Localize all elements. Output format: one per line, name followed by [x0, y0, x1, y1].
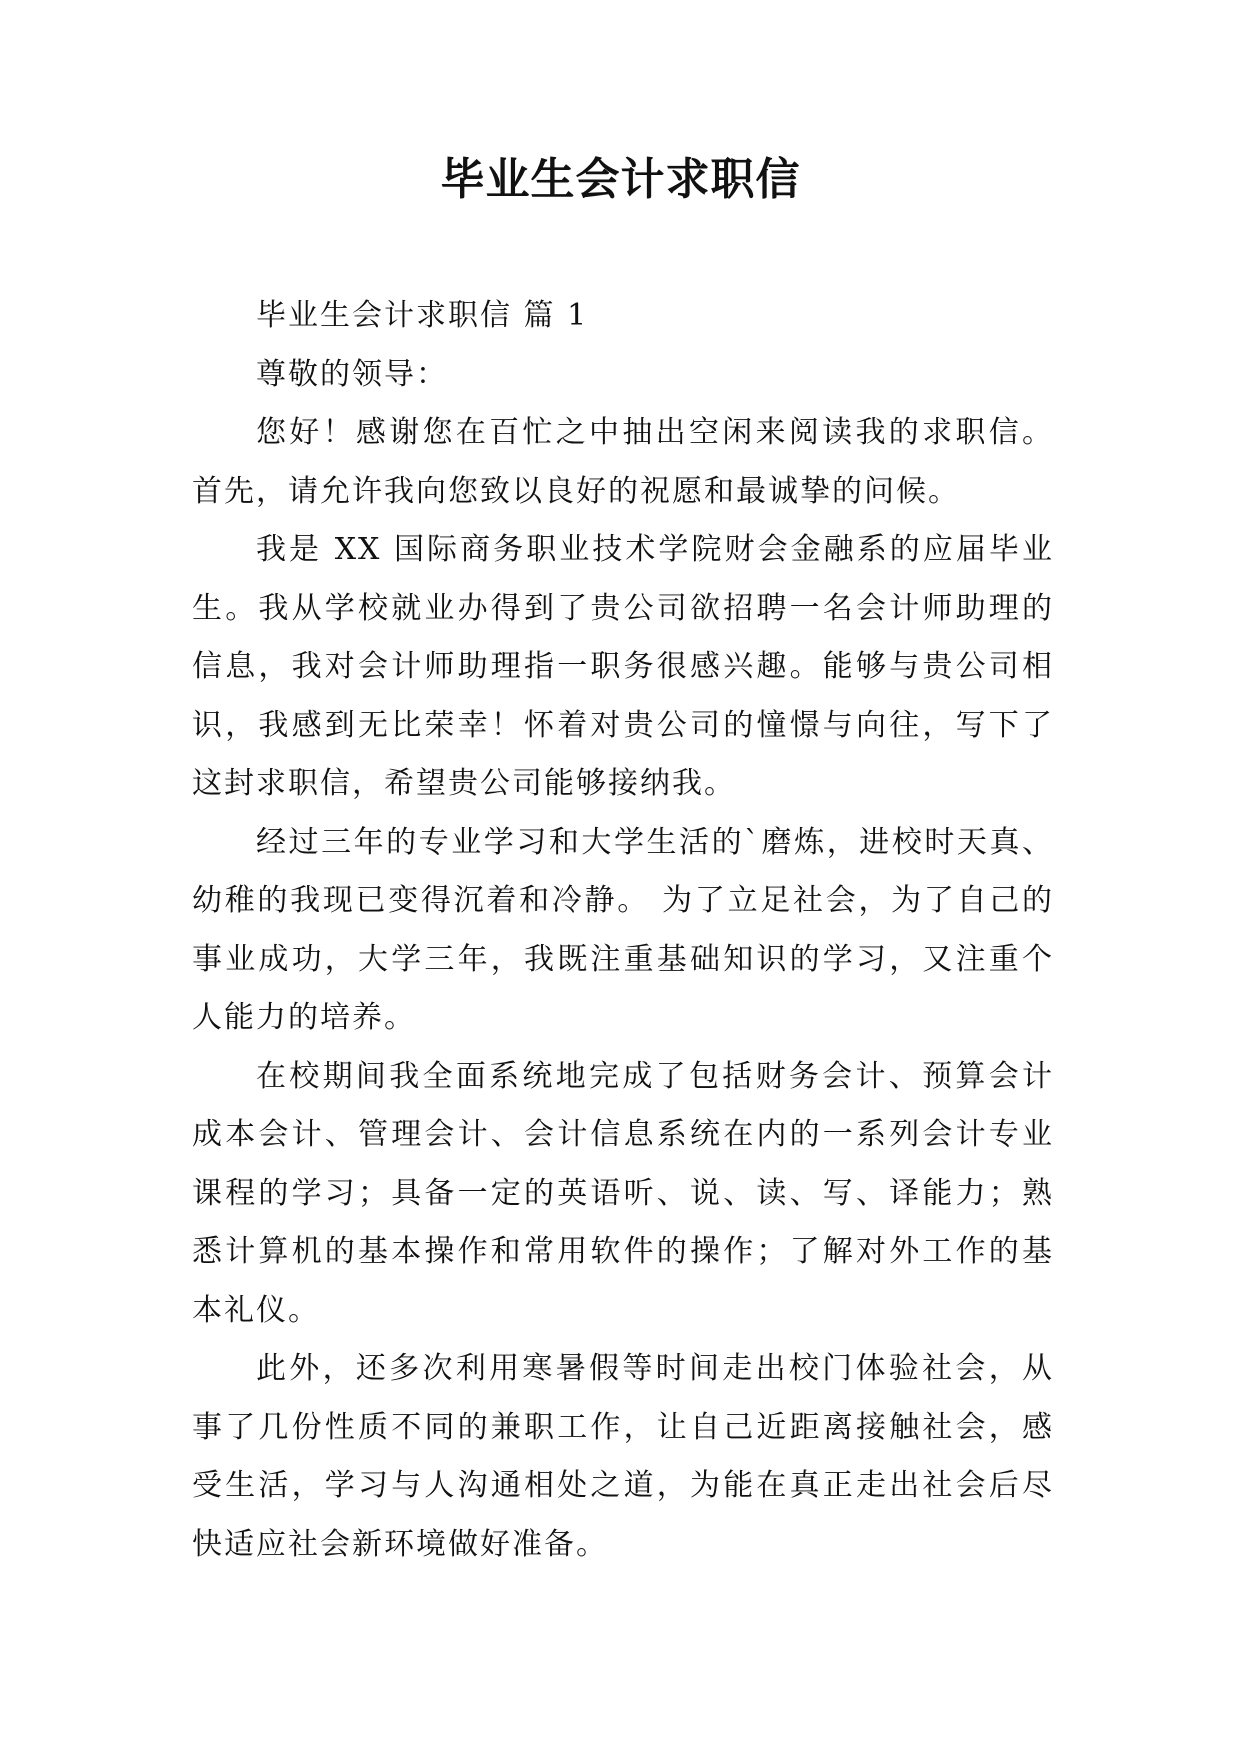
paragraph-coursework: 在校期间我全面系统地完成了包括财务会计、预算会计成本会计、管理会计、会计信息系统在内的一系列会计专业课程的学习；具备一定的英语听、说、读、写、译能力；熟悉计算机的基本操作和常用软件的操作；了解对外工作的基本礼仪。: [192, 1058, 1054, 1328]
paragraph-experience: 此外，还多次利用寒暑假等时间走出校门体验社会，从事了几份性质不同的兼职工作，让自己近距离接触社会，感受生活，学习与人沟通相处之道，为能在真正走出社会后尽快适应社会新环境做好准备。: [192, 1351, 1054, 1562]
section-heading: 毕业生会计求职信 篇 1: [256, 298, 589, 333]
paragraph-growth: 经过三年的专业学习和大学生活的`磨炼，进校时天真、幼稚的我现已变得沉着和冷静。 为了立足社会，为了自己的事业成功，大学三年，我既注重基础知识的学习，又注重个人能力的培养。: [192, 824, 1054, 1035]
salutation: 尊敬的领导：: [256, 356, 448, 392]
document-body: [192, 287, 1054, 1574]
paragraph-greeting: 您好！感谢您在百忙之中抽出空闲来阅读我的求职信。首先，请允许我向您致以良好的祝愿和最诚挚的问候。: [192, 415, 1054, 509]
document-title: 毕业生会计求职信: [440, 154, 801, 205]
paragraph-introduction: 我是 XX 国际商务职业技术学院财会金融系的应届毕业生。我从学校就业办得到了贵公司欲招聘一名会计师助理的信息，我对会计师助理指一职务很感兴趣。能够与贵公司相识，我感到无比荣幸！怀着对贵公司的憧憬与向往，写下了这封求职信，希望贵公司能够接纳我。: [192, 532, 1054, 801]
